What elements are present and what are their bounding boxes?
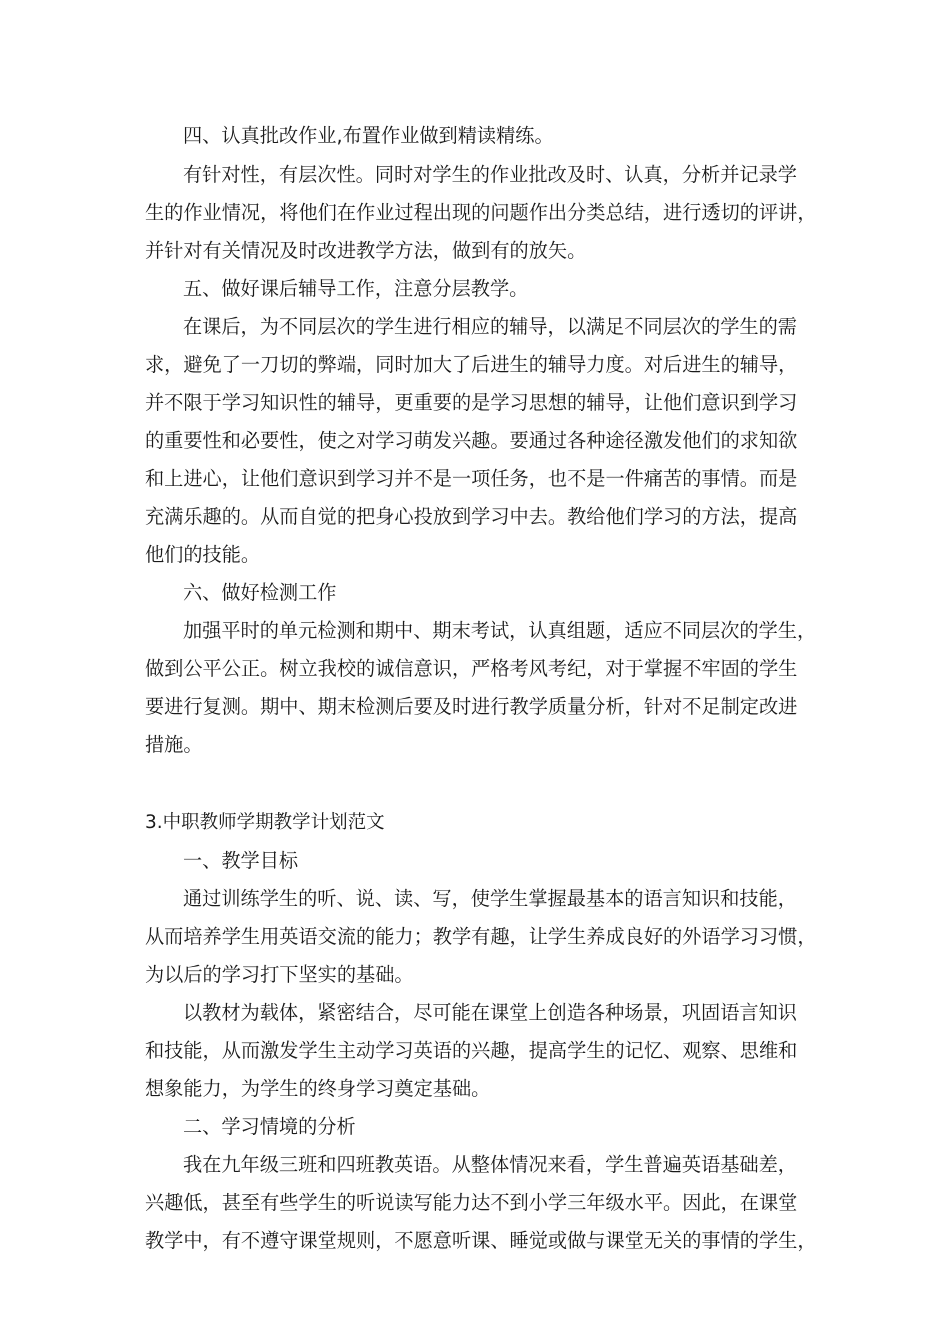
paragraph-line: 求，避免了一刀切的弊端，同时加大了后进生的辅导力度。对后进生的辅导， <box>145 353 798 376</box>
paragraph-line: 有针对性，有层次性。同时对学生的作业批改及时、认真，分析并记录学 <box>183 163 797 186</box>
paragraph-line: 为以后的学习打下坚实的基础。 <box>145 963 414 986</box>
article-title: 3.中职教师学期教学计划范文 <box>145 812 385 833</box>
paragraph-line: 他们的技能。 <box>145 543 261 566</box>
paragraph-line: 要进行复测。期中、期末检测后要及时进行教学质量分析，针对不足制定改进 <box>145 695 798 718</box>
section-heading-5: 五、做好课后辅导工作，注意分层教学。 <box>183 277 529 300</box>
section-heading-4: 四、认真批改作业,布置作业做到精读精练。 <box>183 124 554 147</box>
paragraph-line: 想象能力，为学生的终身学习奠定基础。 <box>145 1077 491 1100</box>
paragraph-line: 加强平时的单元检测和期中、期末考试，认真组题，适应不同层次的学生， <box>183 619 817 642</box>
paragraph-line: 从而培养学生用英语交流的能力；教学有趣，让学生养成良好的外语学习习惯， <box>145 925 817 948</box>
paragraph-line: 生的作业情况，将他们在作业过程出现的问题作出分类总结，进行透切的评讲， <box>145 201 817 224</box>
section-heading-2: 二、学习情境的分析 <box>183 1115 356 1138</box>
paragraph-line: 通过训练学生的听、说、读、写，使学生掌握最基本的语言知识和技能， <box>183 887 797 910</box>
paragraph-line: 在课后，为不同层次的学生进行相应的辅导，以满足不同层次的学生的需 <box>183 315 797 338</box>
paragraph-line: 充满乐趣的。从而自觉的把身心投放到学习中去。教给他们学习的方法，提高 <box>145 505 798 528</box>
paragraph-line: 教学中，有不遵守课堂规则，不愿意听课、睡觉或做与课堂无关的事情的学生， <box>145 1229 817 1252</box>
paragraph-line: 做到公平公正。树立我校的诚信意识，严格考风考纪，对于掌握不牢固的学生 <box>145 657 798 680</box>
paragraph-line: 并针对有关情况及时改进教学方法，做到有的放矢。 <box>145 239 587 262</box>
paragraph-line: 我在九年级三班和四班教英语。从整体情况来看，学生普遍英语基础差， <box>183 1153 797 1176</box>
paragraph-line: 和上进心，让他们意识到学习并不是一项任务，也不是一件痛苦的事情。而是 <box>145 467 798 490</box>
paragraph-line: 以教材为载体，紧密结合，尽可能在课堂上创造各种场景，巩固语言知识 <box>183 1001 797 1024</box>
section-heading-6: 六、做好检测工作 <box>183 581 337 604</box>
paragraph-line: 并不限于学习知识性的辅导，更重要的是学习思想的辅导，让他们意识到学习 <box>145 391 798 414</box>
section-heading-1: 一、教学目标 <box>183 849 299 872</box>
paragraph-line: 和技能，从而激发学生主动学习英语的兴趣，提高学生的记忆、观察、思维和 <box>145 1039 798 1062</box>
paragraph-line: 兴趣低，甚至有些学生的听说读写能力达不到小学三年级水平。因此，在课堂 <box>145 1191 798 1214</box>
paragraph-line: 措施。 <box>145 733 203 756</box>
paragraph-line: 的重要性和必要性，使之对学习萌发兴趣。要通过各种途径激发他们的求知欲 <box>145 429 798 452</box>
